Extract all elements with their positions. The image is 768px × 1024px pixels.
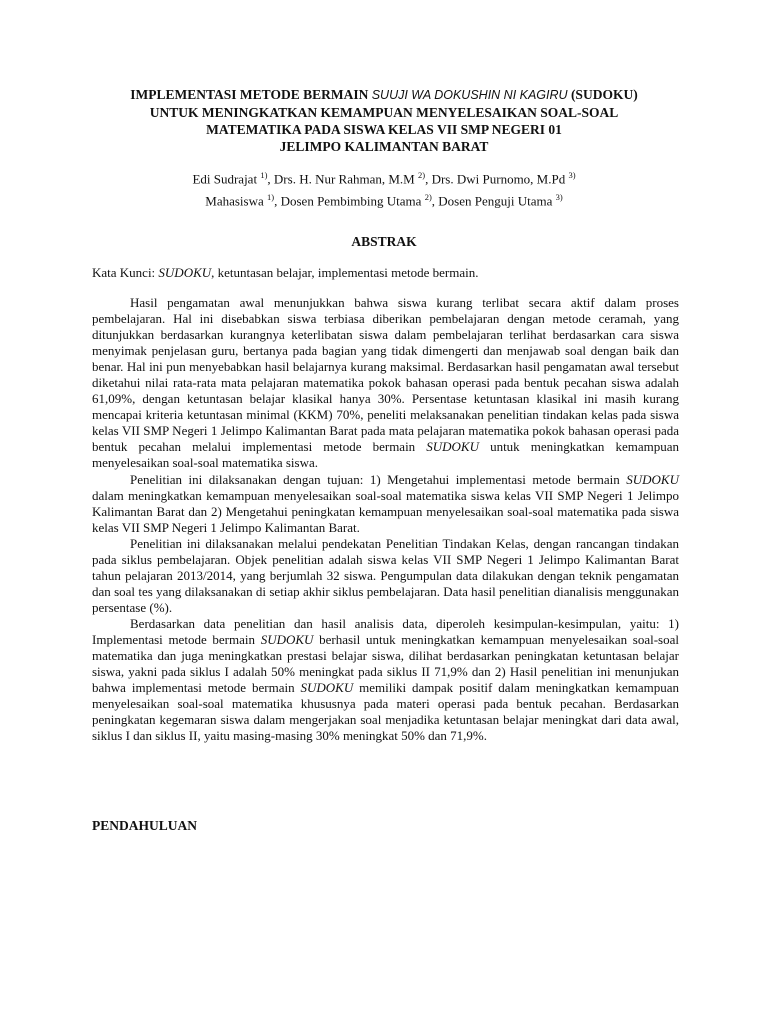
title-line2: UNTUK MENINGKATKAN KEMAMPUAN MENYELESAIKAN SOAL-SOAL [149,105,619,120]
author-1-mark: 1) [260,170,268,180]
title-line3: MATEMATIKA PADA SISWA KELAS VII SMP NEGERI 01 [206,122,562,137]
role-1: Mahasiswa [205,193,268,209]
abstract-paragraph-4 [92,616,679,744]
role-2-mark: 2) [424,192,432,203]
p2-text-b: dalam meningkatkan kemampuan menyelesaikan soal-soal matematika siswa kelas VII SMP Negeri 1 Jelimpo Kalimantan Barat dan 2) Mengetahui peningkatan kemampuan menyelesaikan soal-soal matematika pada siswa kelas VII SMP Negeri 1 Jelimpo Kalimantan Barat. [92,487,679,535]
abstract-paragraph-3: Penelitian ini dilaksanakan melalui pendekatan Penelitian Tindakan Kelas, dengan rancangan tindakan pada siklus pembelajaran. Objek penelitian adalah siswa kelas VII SMP Negeri 1 Jelimpo Kalimantan Barat tahun pelajaran 2013/2014, yang berjumlah 32 siswa. Pengumpulan data dilakukan dengan teknik pengamatan dan soal tes yang dilaksanakan di setiap akhir siklus pembelajaran. Data hasil penelitian dianalisis menggunakan persentase (%). [92,535,679,615]
section-heading: PENDAHULUAN [92,818,198,833]
author-3: , Drs. Dwi Purnomo, M.Pd [425,171,569,187]
p4-text-b: berhasil untuk meningkatkan kemampuan menyelesaikan soal-soal matematika dan juga meningkatkan prestasi belajar siswa, dilihat berdasarkan peningkatan ketuntasan belajar siswa, yakni pada siklus I adalah 50% meningkat pada siklus II 71,9% dan 2) Hasil penelitian ini menunjukan bahwa implementasi metode bermain [92,631,679,696]
title-line4: JELIMPO KALIMANTAN BARAT [279,139,489,154]
role-3-mark: 3) [555,192,563,203]
p4-italic-1: SUDOKU [260,631,314,647]
p2-text-a: Penelitian ini dilaksanakan dengan tujuan: 1) Mengetahui implementasi metode bermain [130,471,627,487]
p1-italic: SUDOKU [426,439,479,455]
title-line1-post: (SUDOKU) [567,87,638,102]
p1-text-b: untuk meningkatkan kemampuan menyelesaikan soal-soal matematika siswa. [92,439,679,471]
keywords-label: Kata Kunci: [92,265,159,280]
abstract-heading: ABSTRAK [351,234,417,249]
author-2-mark: 2) [418,170,426,180]
p4-text-a: Berdasarkan data penelitian dan hasil analisis data, diperoleh kesimpulan-kesimpulan, yaitu: 1) Implementasi metode bermain [92,615,679,647]
author-1: Edi Sudrajat [192,171,261,187]
abstract-paragraph-1 [92,295,679,472]
paper-title [60,86,708,155]
p1-text-a: Hasil pengamatan awal menunjukkan bahwa siswa kurang terlibat secara aktif dalam proses pembelajaran. Hal ini disebabkan siswa terbiasa diberikan pembelajaran dengan metode ceramah, yang ditunjukkan berdasarkan kurangnya keterlibatan siswa dalam pembelajaran terlihat berdasarkan cara siswa menyimak penjelasan guru, bertanya pada bagian yang tidak dimengerti dan menjawab soal dengan baik dan benar. Hal ini pun menyebabkan hasil belajarnya kurang maksimal. Berdasarkan hasil pengamatan awal tersebut diketahui nilai rata-rata mata pelajaran matematika pokok bahasan operasi pada bentuk pecahan siswa adalah 61,09%, dengan ketuntasan belajar klasikal hanya 30%. Persentase ketuntasan klasikal ini masih kurang mencapai kriteria ketuntasan minimal (KKM) 70%, peneliti melaksanakan penelitian tindakan kelas pada siswa kelas VII SMP Negeri 1 Jelimpo Kalimantan Barat pada mata pelajaran matematika pokok bahasan operasi pada bentuk pecahan melalui implementasi metode bermain [92,295,679,455]
author-3-mark: 3) [568,170,576,180]
title-line1-italic: SUUJI WA DOKUSHIN NI KAGIRU [371,88,568,102]
keywords-italic: SUDOKU [158,265,212,280]
p4-text-c: memiliki dampak positif dalam meningkatkan kemampuan menyelesaikan soal-soal matematika khususnya pada materi operasi pada bentuk pecahan. Berdasarkan peningkatan kegemaran siswa dalam mengerjakan soal menjadika ketuntasan belajar meningkat dari data awal, siklus I dan siklus II, yaitu masing-masing 30% meningkat 50% dan 71,9%. [92,680,679,744]
abstract-paragraph-2 [92,472,679,536]
keywords-rest: , ketuntasan belajar, implementasi metode bermain. [211,265,479,280]
role-2: , Dosen Pembimbing Utama [274,193,425,209]
role-1-mark: 1) [267,192,275,203]
author-2: , Drs. H. Nur Rahman, M.M [267,171,418,187]
keywords-line [92,264,479,281]
p2-italic: SUDOKU [626,471,679,487]
author-block [60,166,708,211]
title-line1-pre: IMPLEMENTASI METODE BERMAIN [130,87,372,102]
p4-italic-2: SUDOKU [300,680,354,696]
abstract-body [92,295,679,744]
role-3: , Dosen Penguji Utama [431,193,556,209]
